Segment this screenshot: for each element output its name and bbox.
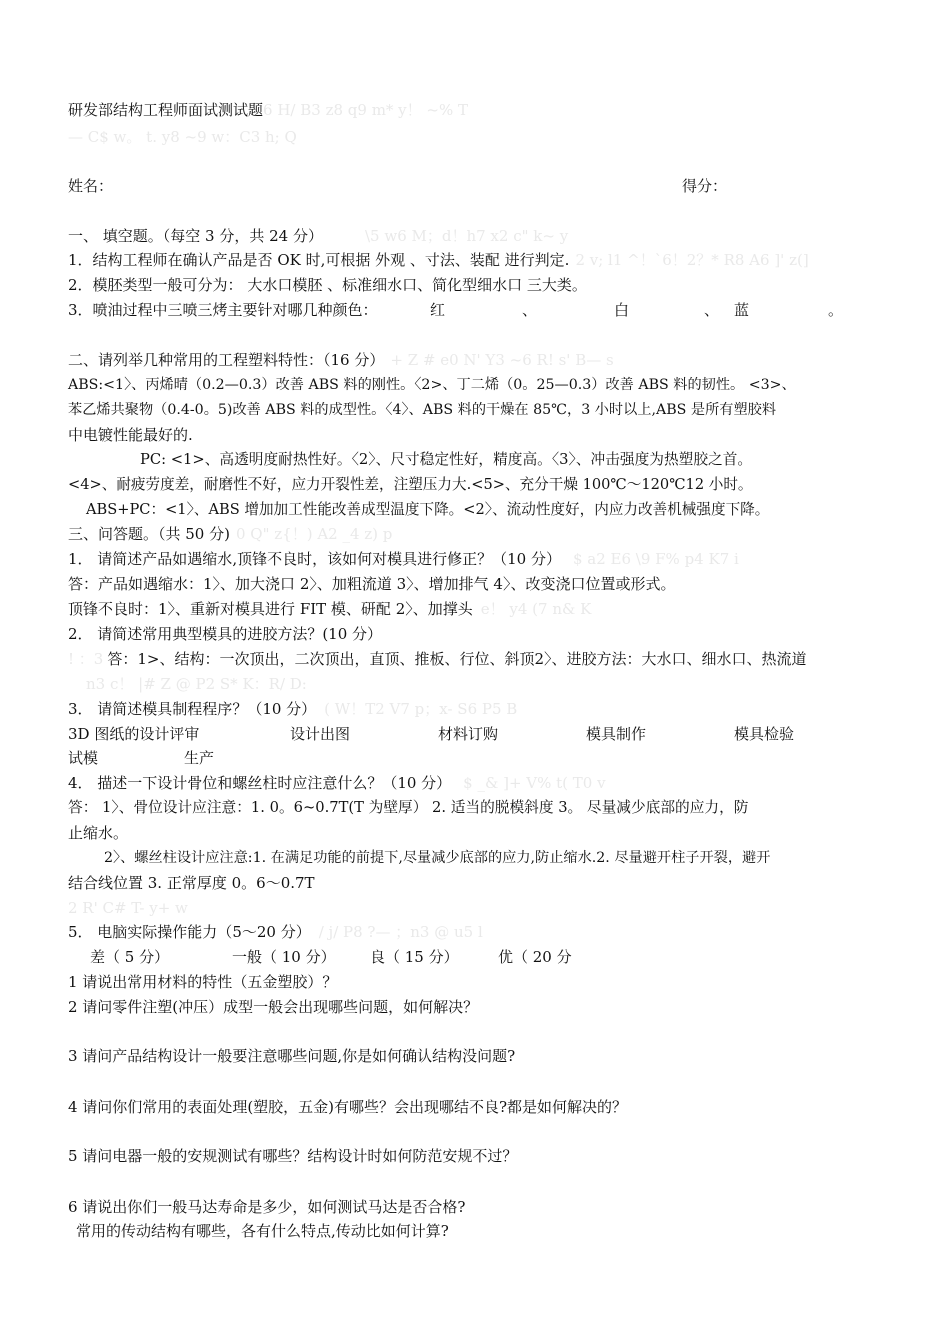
color-red: 红 (430, 301, 446, 319)
flow-step: 设计出图 (290, 725, 351, 743)
flow-step: 材料订购 (438, 725, 499, 743)
doc-title: 研发部结构工程师面试测试题 (68, 101, 264, 119)
s3-q4-line (68, 773, 606, 793)
s3-a4a: 答： 1〉、骨位设计应注意：1. 0。6~0.7T(T 为壁厚） 2. 适当的脱模斜度 3。 尽量减少底部的应力，防 (68, 799, 749, 816)
s3-a2-noise-pre: ! ：3 (68, 650, 104, 668)
pc-line-2: <4>、耐疲劳度差，耐磨性不好，应力开裂性差，注塑压力大.<5>、充分干燥 100℃～120℃12 小时。 (68, 476, 753, 493)
s1-q2: 2．模胚类型一般可分为： 大水口模胚 、标准细水口、简化型细水口 三大类。 (68, 276, 587, 294)
flow-step: 模具检验 (734, 725, 795, 743)
s3-q4-noise: $ _& ]+ V% t( T0 v (463, 774, 606, 792)
s1-q1-noise: 2 v; l1 ^！`6！2？* R8 A6 ]' z(] (575, 251, 809, 269)
s3-q4: 4． 描述一下设计骨位和螺丝柱时应注意什么？（10 分） (68, 774, 452, 792)
score-label: 得分： (682, 177, 728, 195)
s1-q3: 3．喷油过程中三喷三烤主要针对哪几种颜色： (68, 301, 378, 319)
s3-q1-noise: $ a2 E6 \9 F% p4 K7 i (572, 550, 739, 568)
question-item: 6 请说出你们一般马达寿命是多少，如何测试马达是否合格? (68, 1198, 466, 1216)
section2-heading: 二、请列举几种常用的工程塑料特性：（16 分） (68, 351, 385, 369)
section2-heading-line (68, 350, 614, 370)
flow-step: 试模 (68, 749, 99, 767)
s3-a2-noise: n3 c！ |# Z @ P2 S* K：R/ D: (86, 675, 307, 693)
question-item: 5 请问电器一般的安规测试有哪些？结构设计时如何防范安规不过？ (68, 1147, 518, 1165)
flow-step: 生产 (184, 749, 215, 767)
title-line (68, 100, 468, 120)
title-noise: 6 H/ B3 z8 q9 m* y！ ~% T (263, 101, 469, 119)
s3-q3-line (68, 699, 517, 719)
s1-q1: 1．结构工程师在确认产品是否 OK 时,可根据 外观 、寸法、装配 进行判定. (68, 251, 570, 269)
section3-heading-line (68, 524, 392, 544)
s3-a2-line (68, 649, 807, 669)
section1-noise: \5 w6 M；d！h7 x2 c" k~ y (364, 227, 569, 245)
abs-line-2: 苯乙烯共聚物（0.4-0。5)改善 ABS 料的成型性。〈4〉、ABS 料的干燥在 85℃，3 小时以上,ABS 是所有塑胶料 (68, 402, 777, 418)
s3-a4d: 结合线位置 3. 正常厚度 0。6～0.7T (68, 874, 315, 892)
s3-a4-noise: 2 R' C# T- y+ w (68, 899, 188, 917)
s3-q3-noise: ( W！T2 V7 p；x- S6 P5 B (324, 700, 518, 718)
s3-a1a: 答：产品如遇缩水：1〉、加大浇口 2〉、加粗流道 3〉、增加排气 4〉、改变浇口位置或形式。 (68, 575, 676, 593)
grade-label: 一般（ 10 分） (232, 948, 336, 966)
color-blue: 蓝 (734, 301, 750, 319)
abs-line-3: 中电镀性能最好的. (68, 426, 193, 444)
flow-step: 3D 图纸的设计评审 (68, 725, 200, 743)
question-item: 1 请说出常用材料的特性（五金塑胶）？ (68, 973, 338, 991)
color-end: 。 (828, 301, 844, 319)
s3-a1b-line (68, 599, 591, 619)
section2-noise: + Z # e0 N' Y3 ~6 R! s' B— s (390, 351, 614, 369)
question-item: 2 请问零件注塑(冲压）成型一般会出现哪些问题，如何解决？ (68, 998, 479, 1016)
section1-heading: 一、 填空题。（每空 3 分，共 24 分） (68, 227, 323, 245)
section1-heading-line (68, 226, 568, 246)
color-sep-2: 、 (704, 301, 720, 319)
s3-a1b: 顶锋不良时：1〉、重新对模具进行 FIT 模、研配 2〉、加撑头 (68, 600, 473, 618)
s3-q5: 5． 电脑实际操作能力（5～20 分） (68, 923, 311, 941)
s3-q2: 2． 请简述常用典型模具的进胶方法？(10 分） (68, 625, 383, 643)
color-sep-1: 、 (522, 301, 538, 319)
s1-q3-line (68, 300, 378, 320)
s3-a4b: 止缩水。 (68, 824, 129, 842)
s3-q1: 1． 请简述产品如遇缩水,顶锋不良时，该如何对模具进行修正？（10 分） (68, 550, 561, 568)
name-label: 姓名： (68, 177, 114, 195)
grade-label: 优（ 20 分 (498, 948, 572, 966)
grade-label: 差（ 5 分） (90, 948, 170, 966)
question-item: 3 请问产品结构设计一般要注意哪些问题,你是如何确认结构没问题? (68, 1047, 516, 1065)
question-item: 4 请问你们常用的表面处理(塑胶，五金)有哪些？会出现哪结不良?都是如何解决的？ (68, 1098, 628, 1116)
abspc-line: ABS+PC：<1〉、ABS 增加加工性能改善成型温度下降。<2〉、流动性度好，内应力改善机械强度下降。 (86, 501, 770, 518)
section3-heading: 三、问答题。（共 50 分) (68, 525, 230, 543)
s3-q5-line (68, 922, 483, 942)
s3-a2: 答：1>、结构：一次顶出，二次顶出，直顶、推板、行位、斜顶2〉、进胶方法：大水口、细水口、热流道 (107, 650, 807, 668)
question-item: 常用的传动结构有哪些，各有什么特点,传动比如何计算? (76, 1222, 449, 1240)
noise-line: — C$ w。 t. y8 ~9 w：C3 h; Q (68, 128, 297, 146)
s3-q5-noise: / j/ P8 ?— ；n3 @ u5 l (318, 923, 483, 941)
section3-noise: 0 Q" z{！) A2 _4 z) p (235, 525, 393, 543)
pc-line-1: PC: <1>、高透明度耐热性好。〈2〉、尺寸稳定性好，精度高。〈3〉、冲击强度为热塑胶之首。 (140, 451, 753, 468)
s1-q1-line (68, 250, 809, 270)
abs-line-1: ABS:<1〉、丙烯晴（0.2—0.3）改善 ABS 料的刚性。〈2>、丁二烯（0。25—0.3）改善 ABS 料的韧性。 <3>、 (68, 377, 796, 393)
flow-step: 模具制作 (586, 725, 647, 743)
s3-q1-line (68, 549, 739, 569)
color-white: 白 (614, 301, 630, 319)
grade-label: 良（ 15 分） (370, 948, 459, 966)
s3-a4c: 2〉、螺丝柱设计应注意:1. 在满足功能的前提下,尽量减少底部的应力,防止缩水.2. 尽量避开柱子开裂，避开 (104, 850, 771, 866)
s3-a1b-noise: e！ y4 (7 n& K (480, 600, 592, 618)
s3-q3: 3． 请简述模具制程程序？（10 分） (68, 700, 317, 718)
